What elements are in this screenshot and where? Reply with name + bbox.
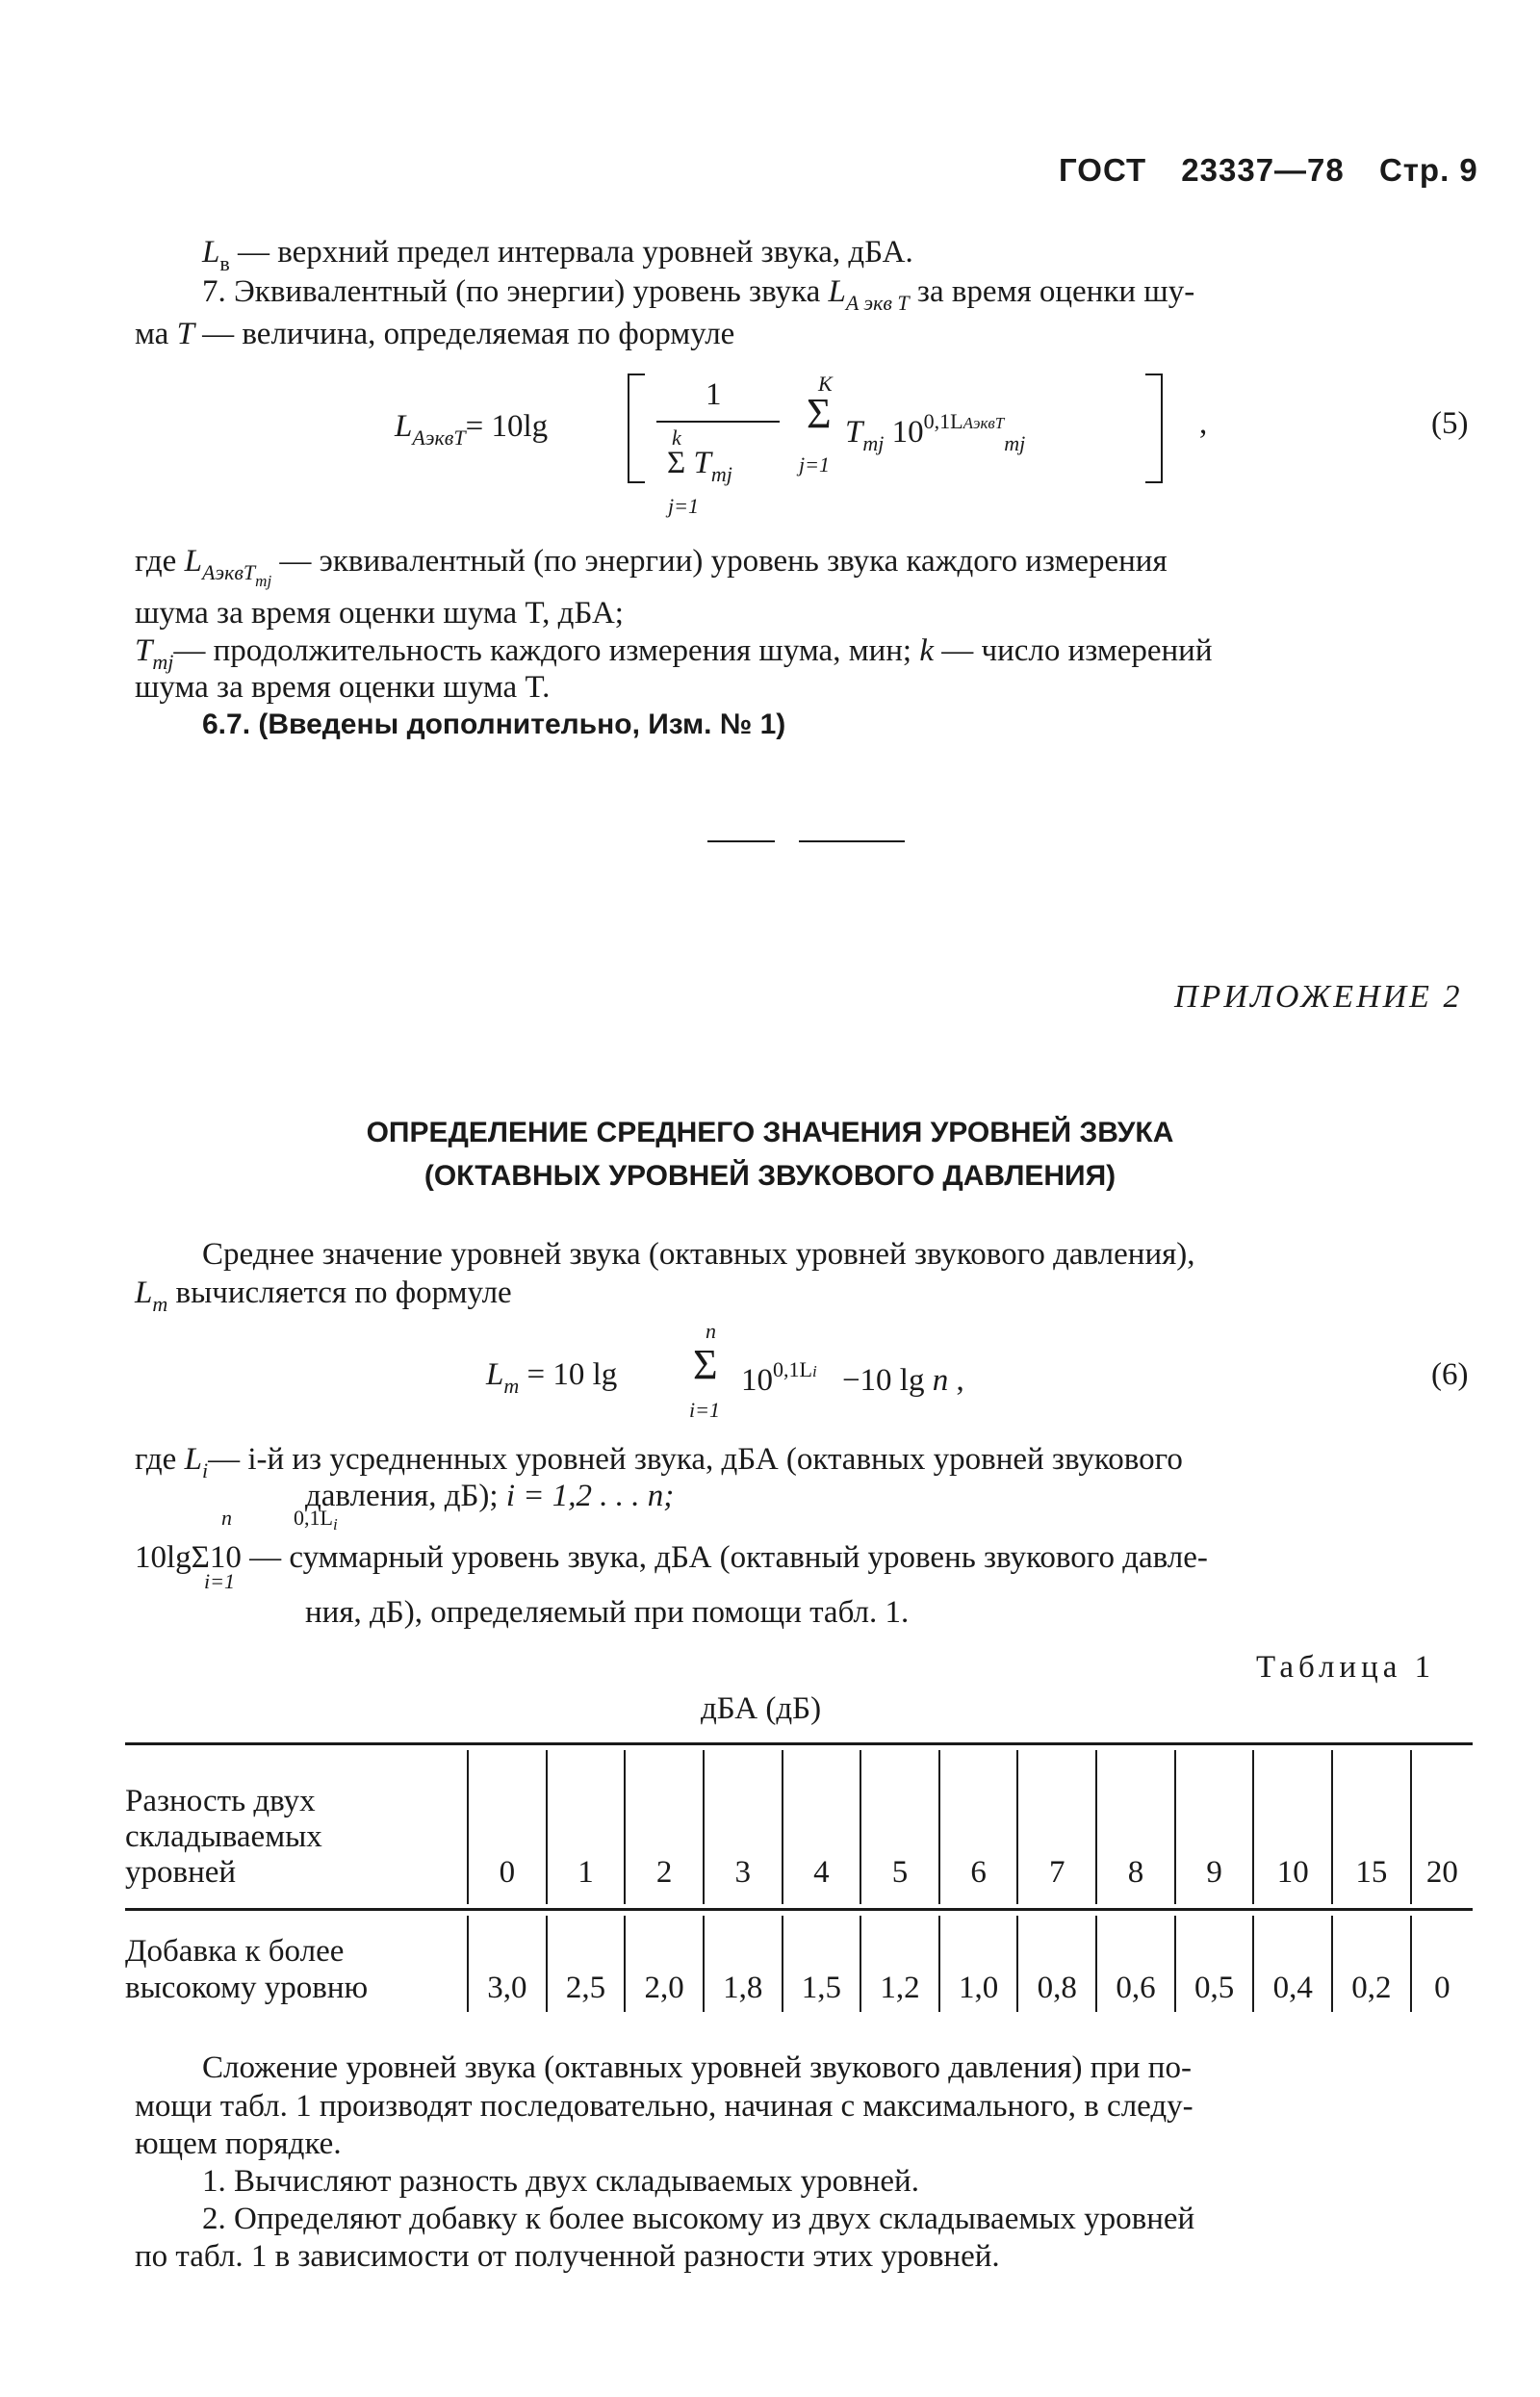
step-2-line1: 2. Определяют добавку к более высокому из двух складываемых уровней xyxy=(202,2202,1195,2236)
amendment-note: 6.7. (Введены дополнительно, Изм. № 1) xyxy=(202,709,786,740)
f5-pow-base: 10 xyxy=(891,415,924,450)
f5-den-bottom: j=1 xyxy=(668,494,699,518)
f6-eq: = 10 lg xyxy=(526,1357,618,1392)
f5-left-bracket xyxy=(628,374,645,483)
row1-cell: 8 xyxy=(1096,1750,1175,1904)
row2-cell: 2,0 xyxy=(625,1916,704,2012)
sum-label-exp xyxy=(294,1506,338,1534)
f6-pow-exp-sub: i xyxy=(811,1362,817,1380)
where-2-var-k: k xyxy=(919,633,934,668)
f5-sum-bottom: j=1 xyxy=(799,452,830,477)
f5-eq: = 10lg xyxy=(465,409,549,444)
step-2-line2: по табл. 1 в зависимости от полученной разности этих уровней. xyxy=(135,2239,1000,2274)
spacer-cell xyxy=(125,1904,1473,1916)
f5-comma: , xyxy=(1199,406,1208,441)
appendix-label: ПРИЛОЖЕНИЕ 2 xyxy=(1174,979,1463,1015)
header-page-number: Стр. 9 xyxy=(1378,152,1478,188)
row2-cell: 2,5 xyxy=(547,1916,626,2012)
where-li-text-a: где xyxy=(135,1442,177,1477)
where-2-line2: шума за время оценки шума T. xyxy=(135,670,551,705)
row2-label-line1: Добавка к более xyxy=(125,1934,345,1969)
para-7-text-b: за время оценки шу- xyxy=(916,274,1195,309)
row2-cell: 1,5 xyxy=(783,1916,861,2012)
f5-sum-top: K xyxy=(818,372,833,396)
where-li-text-d: i = 1,2 . . . n; xyxy=(505,1479,675,1513)
f5-pow-exp: 0,1L xyxy=(923,409,963,433)
data-table xyxy=(125,1750,1473,2012)
row1-label-cell xyxy=(125,1750,468,1904)
intro-var-sub: m xyxy=(152,1292,168,1316)
where-2-sub: mj xyxy=(152,650,174,674)
where-1-var: L xyxy=(184,544,202,579)
para-7-var-t: T xyxy=(176,317,194,351)
row2-cell: 1,0 xyxy=(939,1916,1018,2012)
row2-cell: 3,0 xyxy=(468,1916,547,2012)
f5-den-top: k xyxy=(672,425,681,450)
table-units: дБА (дБ) xyxy=(701,1691,822,1726)
f5-lhs-var: L xyxy=(395,409,413,444)
where-1-line2: шума за время оценки шума T, дБА; xyxy=(135,596,624,631)
table-spacer-row xyxy=(125,1904,1473,1916)
f5-numerator: 1 xyxy=(706,377,722,412)
f5-sum-sigma: Σ xyxy=(807,390,832,437)
row2-cell: 1,2 xyxy=(860,1916,939,2012)
where-2-text-b: — число измерений xyxy=(941,633,1213,668)
sum-sigma: Σ10 xyxy=(191,1540,242,1575)
sum-exp-sub: i xyxy=(332,1515,338,1534)
f6-lhs xyxy=(486,1357,617,1399)
row1-cell: 15 xyxy=(1332,1750,1411,1904)
row2-cell: 0 xyxy=(1411,1916,1473,2012)
where-2-text-a: — продолжительность каждого измерения шума, мин; xyxy=(173,633,912,668)
f6-pow-exp: 0,1L xyxy=(773,1357,812,1381)
f6-term xyxy=(741,1357,964,1399)
where-l-aeq xyxy=(135,542,1168,601)
row1-cell: 3 xyxy=(704,1750,783,1904)
row2-label-cell xyxy=(125,1916,468,2012)
f6-tail: −10 lg xyxy=(841,1363,925,1398)
header-standard-number: 23337—78 xyxy=(1181,152,1345,188)
f6-sum-bottom: i=1 xyxy=(689,1398,720,1422)
row1-cell: 6 xyxy=(939,1750,1018,1904)
row1-label-line3: уровней xyxy=(125,1855,237,1890)
row1-label-line2: складываемых xyxy=(125,1819,322,1854)
row1-cell: 4 xyxy=(783,1750,861,1904)
where-li-text-c: давления, дБ); xyxy=(305,1479,499,1513)
f5-term-t: T xyxy=(845,415,863,450)
row1-cell: 1 xyxy=(547,1750,626,1904)
sum-label-bottom: i=1 xyxy=(204,1569,235,1593)
f5-number: (5) xyxy=(1431,406,1469,441)
f5-term xyxy=(845,409,1025,456)
f5-term-sub: mj xyxy=(862,431,885,455)
f5-pow-exp-subsub: mj xyxy=(1004,431,1026,455)
row2-cell: 0,5 xyxy=(1175,1916,1254,2012)
f6-number: (6) xyxy=(1431,1357,1469,1392)
row2-cell: 0,6 xyxy=(1096,1916,1175,2012)
sum-exp: 0,1L xyxy=(294,1506,333,1530)
f5-den-sub: mj xyxy=(710,462,732,486)
table-top-rule xyxy=(125,1742,1473,1745)
closing-para-line3: ющем порядке. xyxy=(135,2126,342,2161)
f6-lhs-sub: m xyxy=(503,1374,520,1398)
page-header xyxy=(1059,152,1503,189)
row2-label-line2: высокому уровню xyxy=(125,1971,369,2005)
sum-label-line1 xyxy=(135,1538,1208,1577)
intro-var: L xyxy=(135,1276,153,1310)
closing-para-line1: Сложение уровней звука (октавных уровней звукового давления) при по- xyxy=(202,2050,1192,2085)
row1-cell: 9 xyxy=(1175,1750,1254,1904)
where-1-text-a: где xyxy=(135,544,177,579)
var-l: L xyxy=(202,235,220,270)
table-caption: Таблица 1 xyxy=(1256,1650,1436,1685)
var-l-sub: в xyxy=(219,251,230,275)
appendix-intro-line1: Среднее значение уровней звука (октавных уровней звукового давления), xyxy=(202,1237,1195,1272)
appendix-title-line1: ОПРЕДЕЛЕНИЕ СРЕДНЕГО ЗНАЧЕНИЯ УРОВНЕЙ ЗВУКА xyxy=(366,1117,1174,1148)
f5-den-t: T xyxy=(693,446,711,480)
f5-den-sigma: Σ xyxy=(667,446,686,480)
para-7-var-sub: A экв T xyxy=(845,291,910,315)
where-li-var: L xyxy=(184,1442,202,1477)
f5-denominator xyxy=(667,446,732,487)
table-row-addition xyxy=(125,1916,1473,2012)
row1-cell: 2 xyxy=(625,1750,704,1904)
f6-sum-top: n xyxy=(706,1319,716,1343)
para-7-text-d: — величина, определяемая по формуле xyxy=(202,317,735,351)
where-1-text-b: — эквивалентный (по энергии) уровень звука каждого измерения xyxy=(279,544,1168,579)
table-row-difference xyxy=(125,1750,1473,1904)
f6-comma: , xyxy=(956,1363,964,1398)
f6-lhs-var: L xyxy=(486,1357,504,1392)
where-li-sub: i xyxy=(201,1458,209,1482)
para-7-text-c: ма xyxy=(135,317,169,351)
sum-lg: 10lg xyxy=(135,1540,192,1575)
para-7-line2 xyxy=(135,315,734,353)
step-1: 1. Вычисляют разность двух складываемых уровней. xyxy=(202,2164,919,2199)
row1-cell: 5 xyxy=(860,1750,939,1904)
where-1-sub: AэквT xyxy=(201,560,256,584)
intro-text-b: вычисляется по формуле xyxy=(175,1276,512,1310)
sum-text-b: — суммарный уровень звука, дБА (октавный уровень звукового давле- xyxy=(249,1540,1208,1575)
lv-definition-text: — верхний предел интервала уровней звука, дБА. xyxy=(238,235,913,270)
where-2-var: T xyxy=(135,633,153,668)
where-li-line2 xyxy=(305,1477,674,1515)
f6-tail-n: n xyxy=(932,1363,949,1398)
f6-pow-base: 10 xyxy=(741,1363,773,1398)
f5-fraction-bar xyxy=(656,421,780,423)
where-li-text-b: — i-й из усредненных уровней звука, дБА (октавных уровней звукового xyxy=(208,1442,1183,1477)
row1-label-line1: Разность двух xyxy=(125,1784,316,1818)
formula-5-lhs xyxy=(395,409,548,451)
appendix-intro-line2 xyxy=(135,1274,512,1324)
separator-left xyxy=(707,840,775,842)
f5-right-bracket xyxy=(1145,374,1163,483)
f6-sum-sigma: Σ xyxy=(693,1341,718,1388)
row1-cell: 10 xyxy=(1253,1750,1332,1904)
appendix-title-line2: (ОКТАВНЫХ УРОВНЕЙ ЗВУКОВОГО ДАВЛЕНИЯ) xyxy=(424,1160,1116,1192)
closing-para-line2: мощи табл. 1 производят последовательно, начиная с максимального, в следу- xyxy=(135,2089,1194,2124)
f5-pow-exp-sub: AэквT xyxy=(962,414,1005,432)
sum-label-line2: ния, дБ), определяемый при помощи табл. 1. xyxy=(305,1595,910,1630)
row2-cell: 0,2 xyxy=(1332,1916,1411,2012)
row1-cell: 0 xyxy=(468,1750,547,1904)
row2-cell: 1,8 xyxy=(704,1916,783,2012)
row1-cell: 7 xyxy=(1017,1750,1096,1904)
row2-cell: 0,4 xyxy=(1253,1916,1332,2012)
row1-cell: 20 xyxy=(1411,1750,1473,1904)
sum-label-n: n xyxy=(221,1506,232,1530)
header-gost: ГОСТ xyxy=(1059,152,1147,188)
row2-cell: 0,8 xyxy=(1017,1916,1096,2012)
separator-right xyxy=(799,840,905,842)
para-7-var: L xyxy=(828,274,846,309)
f5-lhs-sub: AэквT xyxy=(412,425,466,450)
where-1-subsub: mj xyxy=(255,572,272,590)
para-7-text-a: 7. Эквивалентный (по энергии) уровень звука xyxy=(202,274,821,309)
